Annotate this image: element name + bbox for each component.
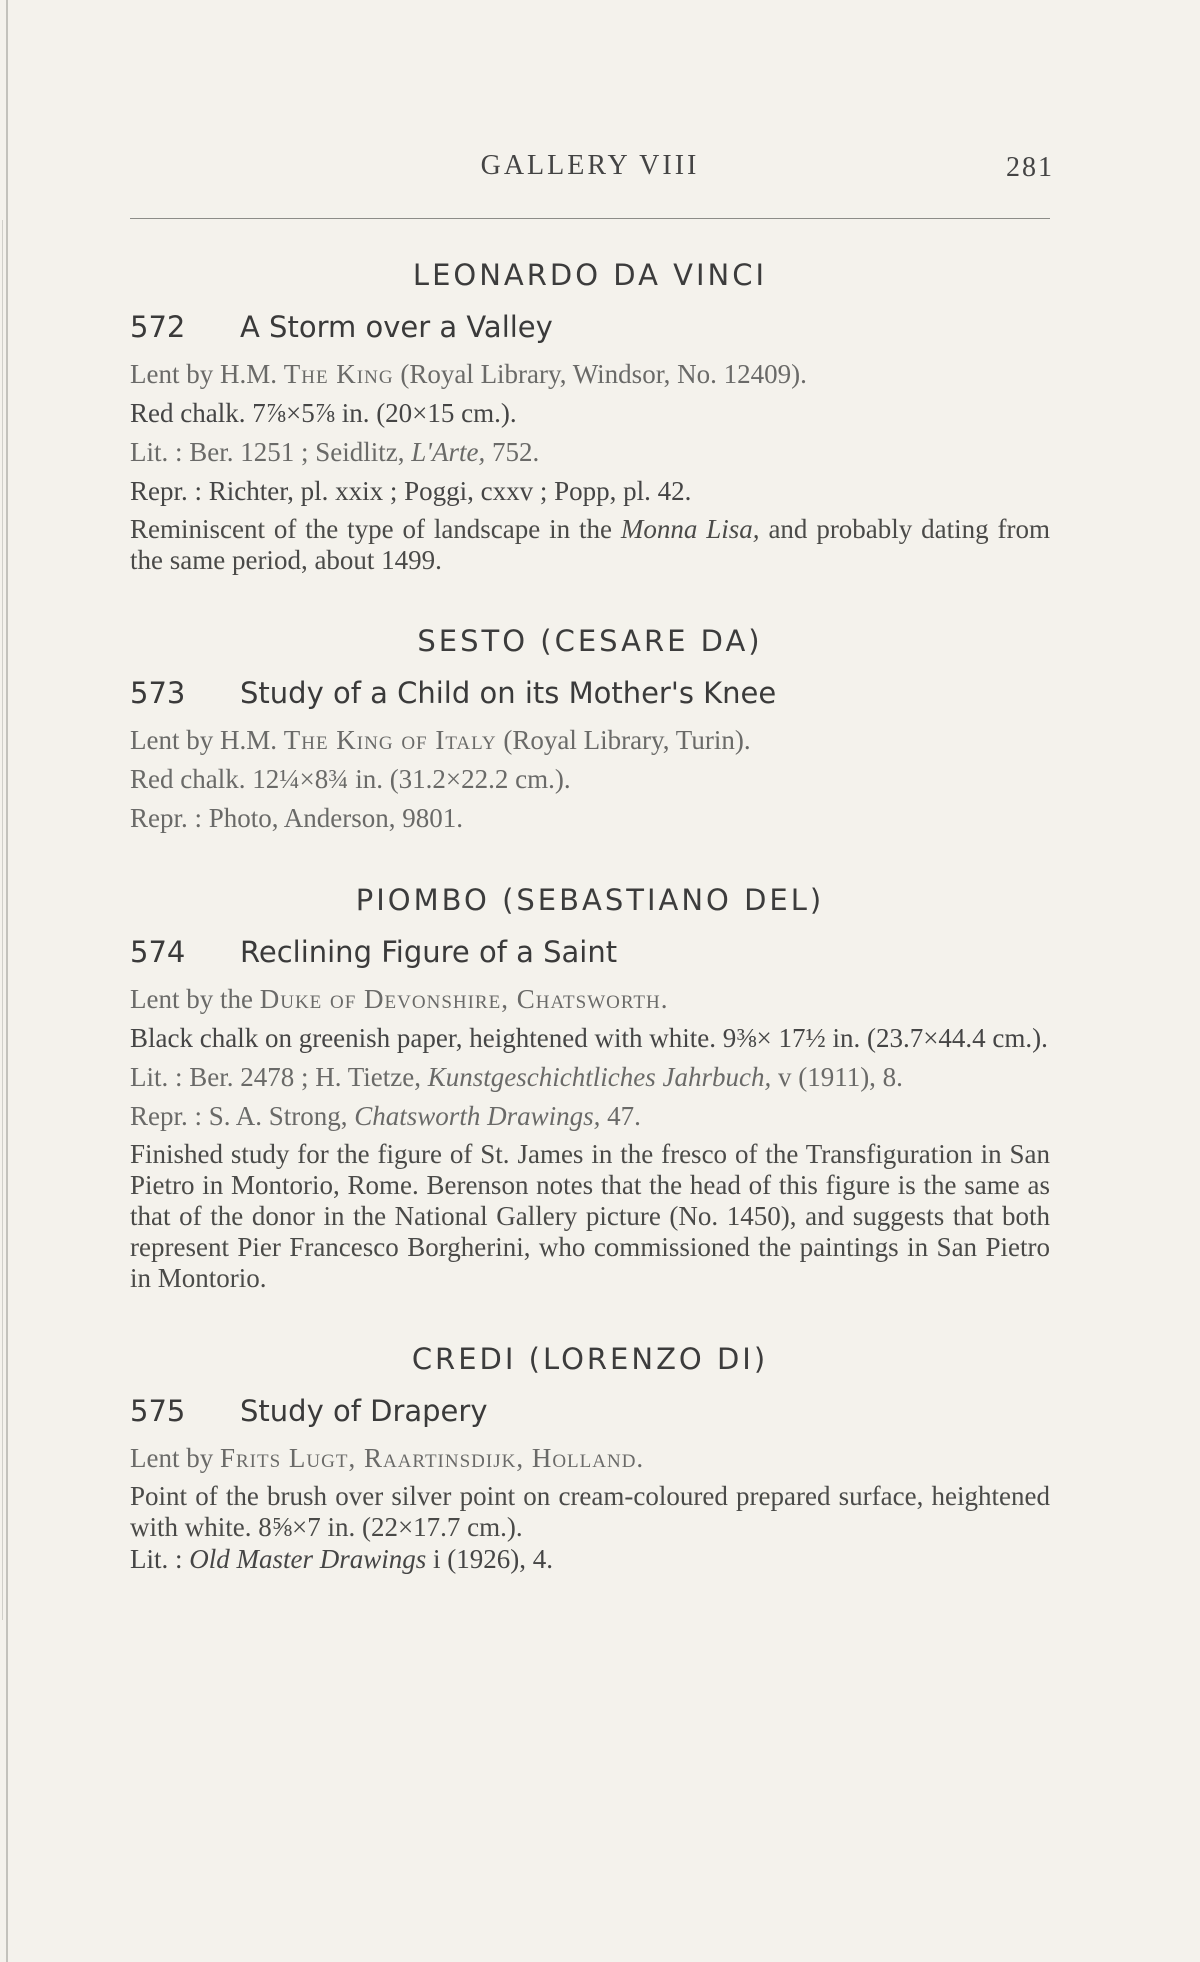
literature-line xyxy=(130,1061,1050,1094)
lit-italic: Kunstgeschichtliches Jahrbuch, xyxy=(427,1062,772,1092)
work-title-line xyxy=(130,1394,1050,1428)
literature-line xyxy=(130,436,1050,469)
lit-prefix: Lit. : Ber. 1251 ; Seidlitz, xyxy=(130,437,405,467)
running-title: GALLERY VIII xyxy=(480,150,700,181)
lender-line xyxy=(130,724,1050,757)
repr-suffix: 47. xyxy=(607,1101,641,1131)
repr-italic: Chatsworth Drawings, xyxy=(354,1101,601,1131)
medium-line: Black chalk on greenish paper, heightened with white. 9⅜× 17½ in. (23.7×44.4 cm.). xyxy=(130,1023,1048,1053)
work-title-line xyxy=(130,935,1050,969)
medium-line: Red chalk. 7⅞×5⅞ in. (20×15 cm.). xyxy=(130,398,517,428)
lit-suffix: 752. xyxy=(492,437,540,467)
lit-prefix: Lit. : xyxy=(130,1544,183,1574)
lit-suffix: v (1911), 8. xyxy=(777,1062,903,1092)
work-title: Study of Drapery xyxy=(240,1394,488,1428)
medium-line: Point of the brush over silver point on cream-coloured prepared surface, heightened with white. 8⅝×7 in. (22×17.7 cm.). xyxy=(130,1481,1050,1542)
scan-edge-line xyxy=(6,0,8,1962)
reproduction-line: Repr. : Richter, pl. xxix ; Poggi, cxxv ; Popp, pl. 42. xyxy=(130,476,692,506)
work-title-line xyxy=(130,310,1050,344)
artist-heading: LEONARDO DA VINCI xyxy=(412,258,768,292)
literature-line xyxy=(130,1543,1050,1576)
lender-suffix: (Royal Library, Turin). xyxy=(503,725,751,755)
entry-note xyxy=(130,514,1050,576)
lit-prefix: Lit. : Ber. 2478 ; H. Tietze, xyxy=(130,1062,422,1092)
medium-line: Red chalk. 12¼×8¾ in. (31.2×22.2 cm.). xyxy=(130,764,571,794)
repr-prefix: Repr. : S. A. Strong, xyxy=(130,1101,348,1131)
lit-suffix: i (1926), 4. xyxy=(433,1544,553,1574)
lender-line xyxy=(130,983,1050,1016)
catalogue-entry xyxy=(130,624,1050,835)
entry-number: 575 xyxy=(130,1394,186,1428)
lender-prefix: Lent by the xyxy=(130,984,253,1014)
catalogue-entry xyxy=(130,1342,1050,1576)
entry-number: 572 xyxy=(130,310,186,344)
entry-note: Finished study for the figure of St. James in the fresco of the Transfiguration in San Pietro in Montorio, Rome. Berenson notes that the head of this figure is the same as that of the donor in the National Gallery picture (No. 1450), and suggests that both represent Pier Francesco Borgherini, who commissioned the paintings in San Pietro in Montorio. xyxy=(130,1139,1050,1293)
artist-heading: SESTO (CESARE DA) xyxy=(417,624,763,658)
work-title: Reclining Figure of a Saint xyxy=(240,935,618,969)
lender-prefix: Lent by xyxy=(130,1443,214,1473)
running-head xyxy=(130,150,1054,190)
lender-name: Duke of Devonshire, Chatsworth. xyxy=(259,984,669,1014)
lender-name: The King of Italy xyxy=(283,725,497,755)
lender-suffix: (Royal Library, Windsor, No. 12409). xyxy=(400,359,807,389)
lender-name: Frits Lugt, Raartinsdijk, Holland. xyxy=(219,1443,645,1473)
lender-line xyxy=(130,1442,1050,1475)
note-italic: Monna Lisa, xyxy=(620,514,760,544)
work-title: A Storm over a Valley xyxy=(240,310,553,344)
scan-edge-line-faint xyxy=(2,220,3,1620)
catalogue-content xyxy=(130,258,1050,1624)
work-title-line xyxy=(130,676,1050,710)
artist-heading: CREDI (LORENZO DI) xyxy=(411,1342,769,1376)
lender-line xyxy=(130,358,1050,391)
entry-number: 573 xyxy=(130,676,186,710)
reproduction-line: Repr. : Photo, Anderson, 9801. xyxy=(130,803,464,833)
artist-heading: PIOMBO (SEBASTIANO DEL) xyxy=(355,883,825,917)
page-number: 281 xyxy=(1006,152,1054,183)
lender-prefix: Lent by H.M. xyxy=(130,725,277,755)
lit-italic: L'Arte, xyxy=(411,437,486,467)
work-title: Study of a Child on its Mother's Knee xyxy=(240,676,777,710)
note-suffix: and probably dating from the same period, about 1499. xyxy=(130,514,1051,575)
lit-italic: Old Master Drawings xyxy=(189,1544,427,1574)
entry-number: 574 xyxy=(130,935,186,969)
catalogue-entry xyxy=(130,883,1050,1294)
catalogue-entry xyxy=(130,258,1050,576)
reproduction-line xyxy=(130,1100,1050,1133)
note-prefix: Reminiscent of the type of landscape in the xyxy=(130,514,613,544)
header-rule xyxy=(130,218,1050,219)
lender-prefix: Lent by H.M. xyxy=(130,359,277,389)
lender-name: The King xyxy=(283,359,394,389)
